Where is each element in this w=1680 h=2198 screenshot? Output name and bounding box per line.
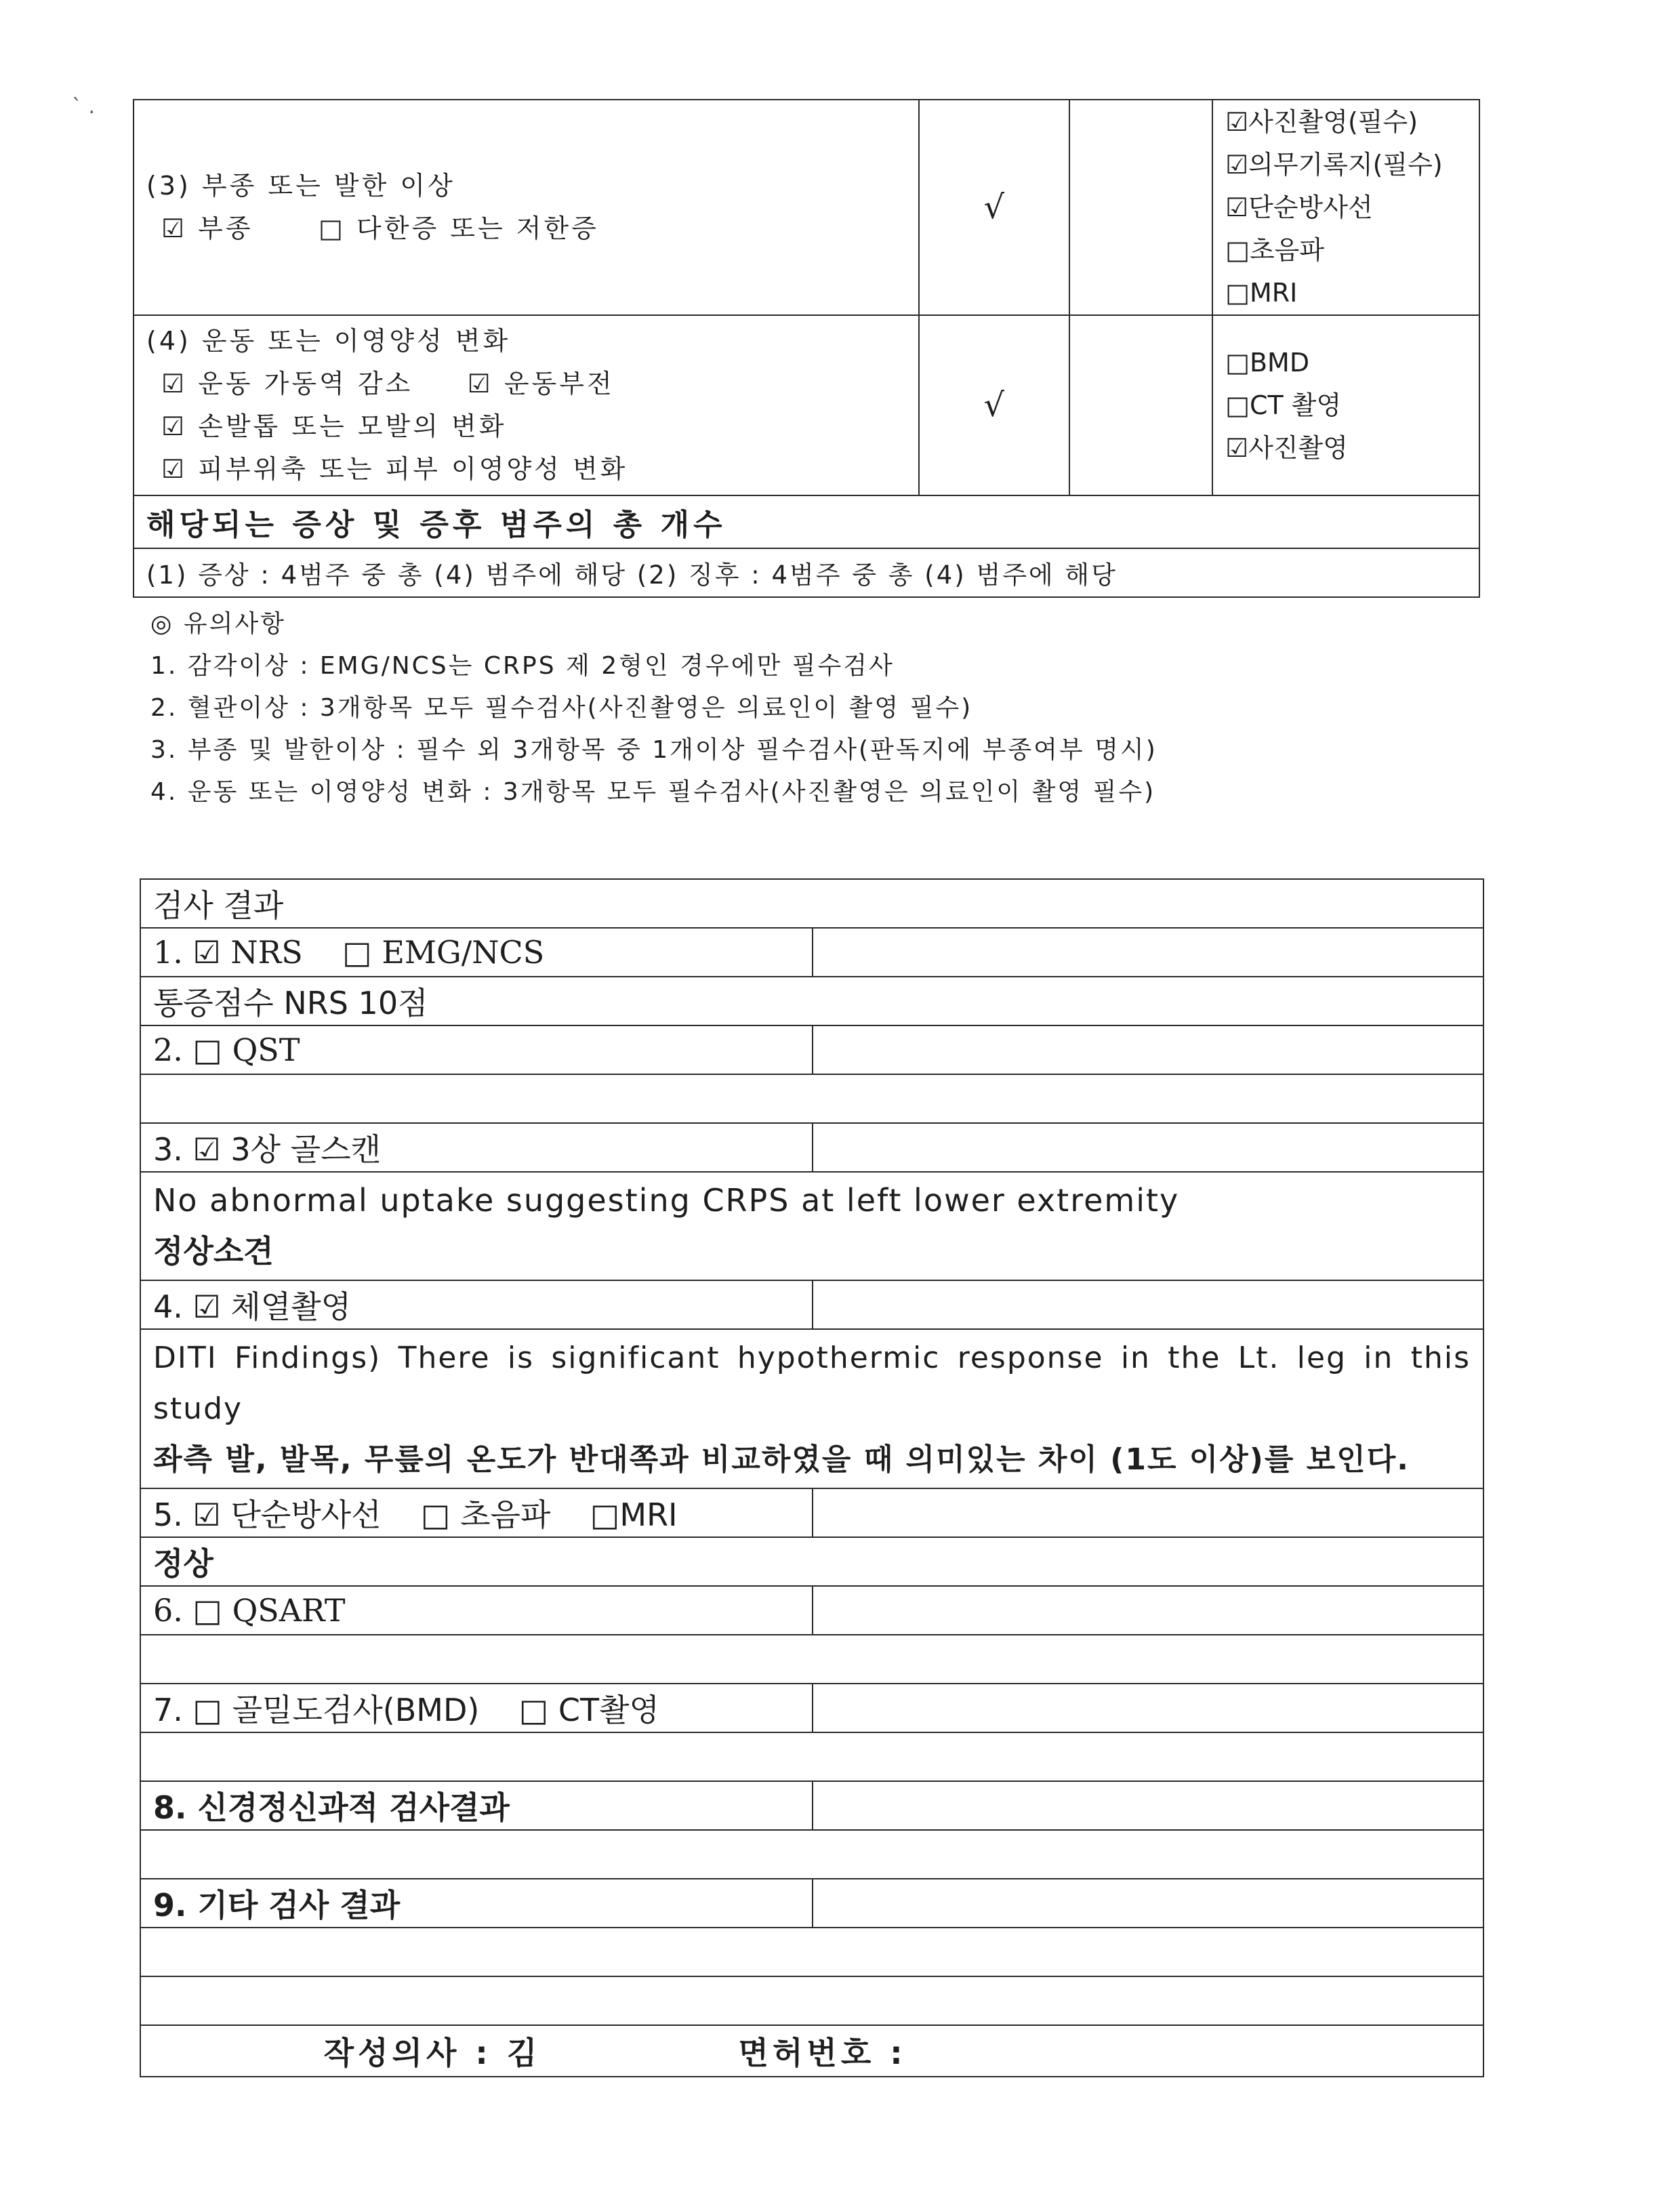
test-item[interactable]: □CT 촬영	[1225, 390, 1342, 420]
criteria-check-cell: √	[919, 100, 1069, 315]
test-item[interactable]: ☑단순방사선	[1225, 192, 1373, 222]
result-row-qsart	[140, 1586, 1483, 1635]
result-text[interactable]: 통증점수 NRS 10점	[140, 977, 1483, 1025]
result-text[interactable]: 정상	[140, 1537, 1483, 1586]
test-item[interactable]: ☑사진촬영(필수)	[1225, 106, 1418, 137]
criteria-options	[146, 207, 906, 250]
notes-heading: ◎ 유의사항	[150, 610, 286, 638]
criteria-title: (4) 운동 또는 이영양성 변화	[146, 326, 511, 356]
test-item[interactable]: ☑사진촬영	[1225, 432, 1348, 463]
option-rom[interactable]: ☑ 운동 가동역 감소	[161, 369, 413, 399]
result-input[interactable]	[813, 1879, 1483, 1928]
test-item[interactable]: ☑의무기록지(필수)	[1225, 149, 1443, 180]
criteria-row-motor	[134, 315, 1479, 495]
result-text-line: DITI Findings) There is significant hypothermic response in the Lt. leg in this study	[153, 1341, 1471, 1426]
result-input[interactable]	[813, 1123, 1483, 1172]
result-text-line: 좌측 발, 발목, 무릎의 온도가 반대쪽과 비교하였을 때 의미있는 차이 (1도 이상)를 보인다.	[153, 1442, 1410, 1477]
note-item: 3. 부종 및 발한이상 : 필수 외 3개항목 중 1개이상 필수검사(판독지에 부종여부 명시)	[150, 736, 1157, 764]
criteria-table	[133, 99, 1480, 598]
result-label[interactable]: 4. ☑ 체열촬영	[140, 1280, 813, 1329]
result-text[interactable]	[140, 1830, 1483, 1879]
result-input[interactable]	[813, 1684, 1483, 1732]
result-row-other	[140, 1879, 1483, 1928]
result-label[interactable]: 5. ☑ 단순방사선 □ 초음파 □MRI	[140, 1488, 813, 1537]
result-text[interactable]	[140, 1635, 1483, 1684]
result-row-xray	[140, 1488, 1483, 1537]
notes-section	[150, 603, 1157, 813]
result-row-psych	[140, 1781, 1483, 1830]
option-sweating[interactable]: □ 다한증 또는 저한증	[319, 213, 599, 243]
license-label: 면허번호 :	[738, 2035, 907, 2071]
result-label[interactable]: 9. 기타 검사 결과	[140, 1879, 813, 1928]
result-row-nrs	[140, 928, 1483, 977]
criteria-title: (3) 부종 또는 발한 이상	[146, 171, 455, 201]
result-text-line: No abnormal uptake suggesting CRPS at left lower extremity	[153, 1182, 1180, 1219]
result-text-line: 정상소견	[153, 1233, 274, 1269]
result-input[interactable]	[813, 1586, 1483, 1635]
criteria-empty-cell	[1069, 315, 1213, 495]
result-row-bmd	[140, 1684, 1483, 1732]
result-label[interactable]: 3. ☑ 3상 골스캔	[140, 1123, 813, 1172]
test-item[interactable]: □BMD	[1225, 347, 1310, 378]
result-label[interactable]: 2. □ QST	[140, 1025, 813, 1074]
totals-heading: 해당되는 증상 및 증후 범주의 총 개수	[134, 495, 1479, 548]
result-input[interactable]	[813, 928, 1483, 977]
doctor-label: 작성의사 : 김	[323, 2035, 541, 2071]
corner-mark: ` .	[72, 95, 96, 119]
criteria-cell	[134, 100, 919, 315]
tests-cell	[1212, 100, 1479, 315]
criteria-cell	[134, 315, 919, 495]
note-item: 4. 운동 또는 이영양성 변화 : 3개항목 모두 필수검사(사진촬영은 의료인이 촬영 필수)	[150, 778, 1156, 806]
results-heading: 검사 결과	[140, 879, 1483, 928]
result-text[interactable]	[140, 1074, 1483, 1123]
option-edema[interactable]: ☑ 부종	[161, 213, 253, 243]
result-input[interactable]	[813, 1280, 1483, 1329]
result-text[interactable]	[140, 1329, 1483, 1488]
criteria-empty-cell	[1069, 100, 1213, 315]
result-input[interactable]	[813, 1488, 1483, 1537]
tests-cell	[1212, 315, 1479, 495]
signature-row	[140, 2025, 1483, 2077]
option-motor-dysfunction[interactable]: ☑ 운동부전	[467, 369, 615, 399]
result-input[interactable]	[813, 1781, 1483, 1830]
result-text-extra[interactable]	[140, 1976, 1483, 2025]
result-label[interactable]: 6. □ QSART	[140, 1586, 813, 1635]
option-nail-hair[interactable]: ☑ 손발톱 또는 모발의 변화	[161, 411, 507, 441]
result-row-bonescan	[140, 1123, 1483, 1172]
test-item[interactable]: □MRI	[1225, 277, 1298, 308]
note-item: 2. 혈관이상 : 3개항목 모두 필수검사(사진촬영은 의료인이 촬영 필수)	[150, 694, 973, 722]
result-label[interactable]: 8. 신경정신과적 검사결과	[140, 1781, 813, 1830]
result-text[interactable]	[140, 1732, 1483, 1781]
result-row-qst	[140, 1025, 1483, 1074]
result-input[interactable]	[813, 1025, 1483, 1074]
criteria-row-edema	[134, 100, 1479, 315]
option-skin-atrophy[interactable]: ☑ 피부위축 또는 피부 이영양성 변화	[161, 454, 628, 484]
result-text[interactable]	[140, 1172, 1483, 1280]
result-label[interactable]: 1. ☑ NRS □ EMG/NCS	[140, 928, 813, 977]
result-text[interactable]	[140, 1928, 1483, 1976]
criteria-options	[146, 363, 906, 405]
totals-summary: (1) 증상 : 4범주 중 총 (4) 범주에 해당 (2) 징후 : 4범주 중 총 (4) 범주에 해당	[134, 548, 1479, 597]
note-item: 1. 감각이상 : EMG/NCS는 CRPS 제 2형인 경우에만 필수검사	[150, 652, 895, 680]
result-label[interactable]: 7. □ 골밀도검사(BMD) □ CT촬영	[140, 1684, 813, 1732]
result-row-thermography	[140, 1280, 1483, 1329]
criteria-check-cell: √	[919, 315, 1069, 495]
test-item[interactable]: □초음파	[1225, 235, 1325, 265]
results-table	[140, 878, 1484, 2077]
